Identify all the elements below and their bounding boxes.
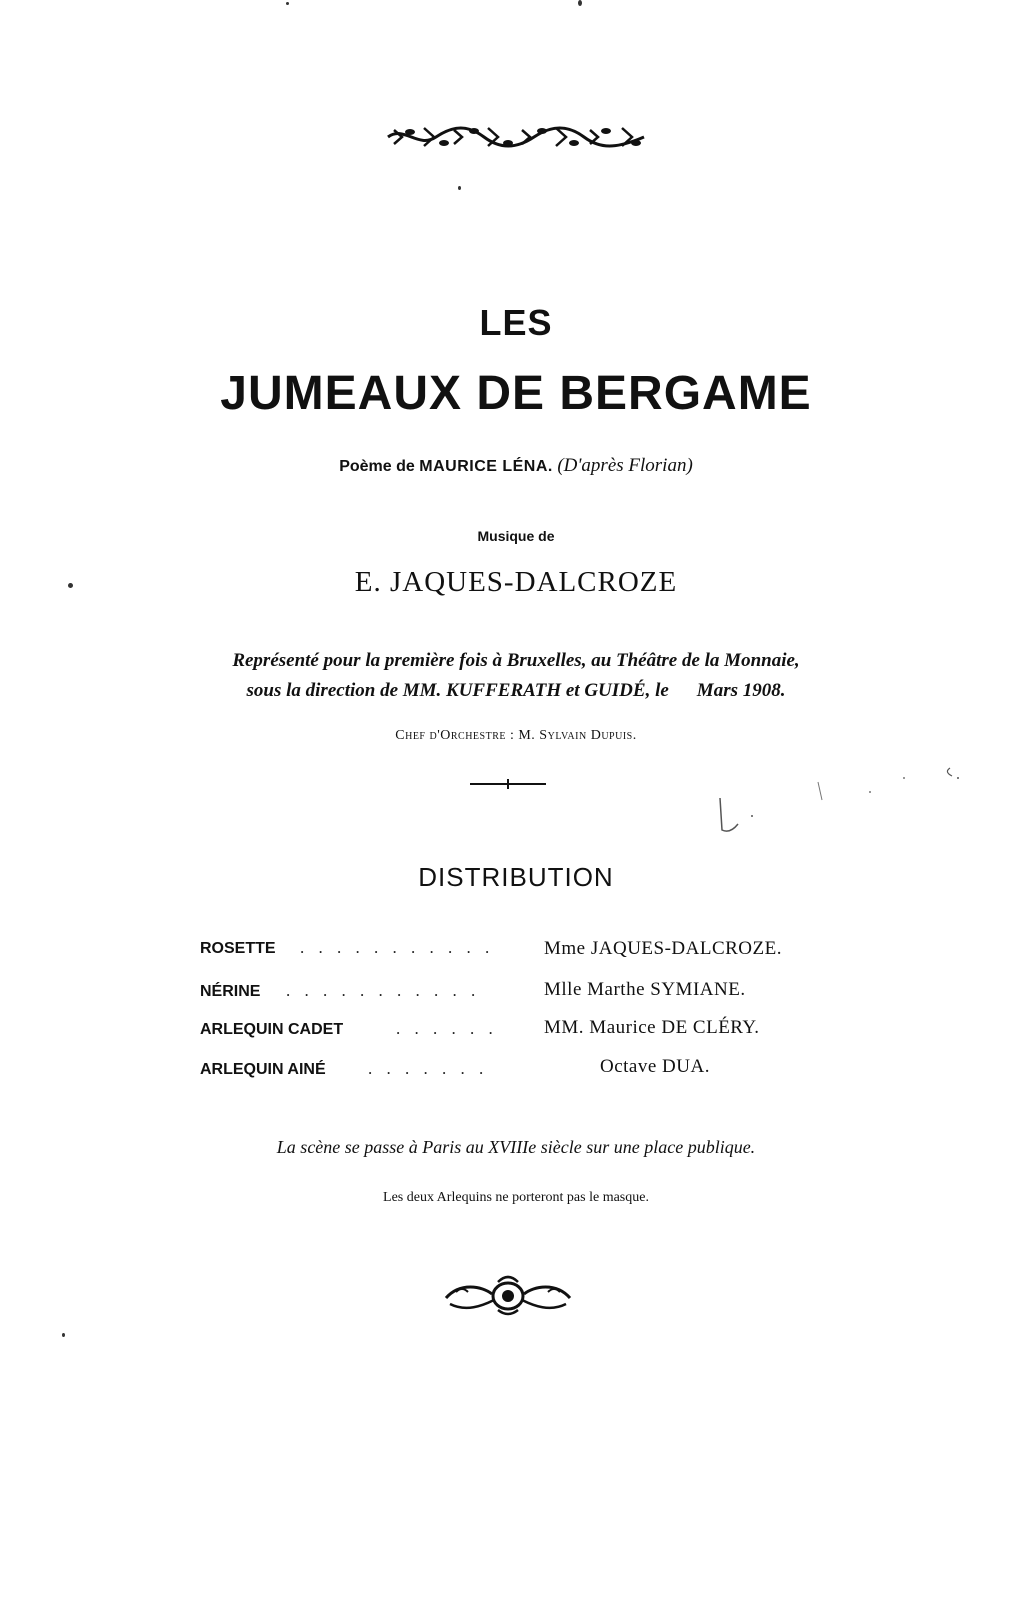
conductor-credit: Chef d'Orchestre : M. Sylvain Dupuis. <box>395 728 637 743</box>
scene-note: La scène se passe à Paris au XVIIIe siècle sur une place publique. <box>276 1137 756 1157</box>
premiere-line-2 <box>0 680 1032 702</box>
cast-actor-name: JAQUES-DALCROZE. <box>590 938 782 959</box>
poem-label: Poème de <box>339 458 415 475</box>
cast-actor-name: Marthe SYMIANE. <box>587 979 746 1000</box>
mask-note: Les deux Arlequins ne porteront pas le masque. <box>383 1190 649 1205</box>
cast-title: MM. <box>544 1017 585 1038</box>
cast-leader-dots: . . . . . . <box>396 1019 498 1038</box>
cast-actor <box>544 979 746 1001</box>
print-speck <box>458 186 461 190</box>
cast-role: ARLEQUIN CADET <box>200 1021 344 1038</box>
floral-vine-ornament <box>384 122 648 152</box>
cast-role: ARLEQUIN AINÉ <box>200 1061 326 1078</box>
cast-title: Mme <box>544 938 586 959</box>
music-label: Musique de <box>477 528 555 544</box>
premiere-direction: sous la direction de MM. KUFFERATH et GUIDÉ, le <box>246 680 669 701</box>
cast-actor-name: Maurice DE CLÉRY. <box>589 1017 760 1038</box>
cast-actor <box>600 1056 710 1078</box>
premiere-line-1: Représenté pour la première fois à Bruxelles, au Théâtre de la Monnaie, <box>232 650 800 671</box>
cast-role: ROSETTE <box>200 940 276 957</box>
premiere-date: Mars 1908. <box>696 680 786 701</box>
cast-leader-dots: . . . . . . . . . . . <box>286 981 481 1000</box>
cast-actor <box>544 938 782 960</box>
print-speck <box>578 0 582 6</box>
cast-actor <box>544 1017 759 1039</box>
cast-role: NÉRINE <box>200 983 261 1000</box>
cast-leader-dots: . . . . . . . . . . . <box>300 938 495 957</box>
rule-divider <box>468 778 548 790</box>
cast-leader-dots: . . . . . . . <box>368 1059 489 1078</box>
poem-source: (D'après Florian) <box>557 455 693 476</box>
scroll-cartouche-ornament <box>442 1272 574 1316</box>
print-speck <box>62 1333 65 1337</box>
composer-name: E. JAQUES-DALCROZE <box>354 566 678 598</box>
poem-author: MAURICE LÉNA. <box>419 458 553 475</box>
page-title: JUMEAUX DE BERGAME <box>220 367 812 420</box>
pencil-annotation-marks <box>700 760 970 840</box>
cast-actor-name: Octave DUA. <box>600 1056 710 1077</box>
poem-credit <box>0 455 1032 477</box>
distribution-heading: DISTRIBUTION <box>418 862 614 892</box>
cast-title: Mlle <box>544 979 582 1000</box>
title-les: LES <box>479 302 553 343</box>
print-speck <box>286 2 289 5</box>
